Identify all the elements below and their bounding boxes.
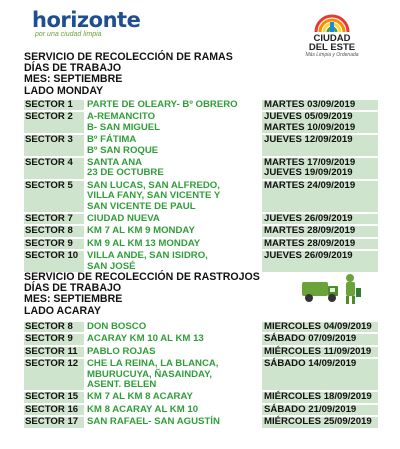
rastrojos-schedule-table [24,322,378,430]
date-cell [262,334,378,344]
date-line: JUEVES 19/09/2019 [264,167,353,179]
place-line: PABLO ROJAS [87,345,156,357]
sector-cell: SECTOR 9 [24,239,84,249]
sector-cell: SECTOR 8 [24,226,84,236]
place-line: Bº SAN ROQUE [87,144,159,156]
date-line: JUEVES 12/09/2019 [264,134,353,146]
place-line: VILLA FANY, SAN VICENTE Y [87,190,221,202]
date-line [264,146,376,156]
date-cell [262,347,378,357]
date-cell [262,322,378,332]
date-cell [262,417,378,427]
date-cell [262,405,378,415]
place-cell [85,135,261,156]
date-cell [262,112,378,133]
place-cell [85,405,261,415]
sector-cell: SECTOR 12 [24,359,84,390]
date-line [264,262,376,272]
place-cell [85,347,261,357]
place-cell [85,417,261,427]
place-cell [85,214,261,224]
place-line: SAN VICENTE DE PAUL [87,200,196,212]
place-cell [85,322,261,332]
place-line: DON BOSCO [87,321,147,332]
place-line: ASENT. BELEN [87,379,157,391]
ramas-schedule-table [24,100,378,274]
date-line: JUEVES 26/09/2019 [264,213,353,225]
date-line: MIERCOLES 04/09/2019 [264,321,372,332]
date-cell [262,214,378,224]
date-line: JUEVES 26/09/2019 [264,250,353,262]
date-line: MIÉRCOLES 11/09/2019 [264,345,372,357]
date-line: MARTES 24/09/2019 [264,179,356,191]
brand-name: horizonte [32,8,141,32]
ramas-title-line: DÍAS DE TRABAJO [24,62,122,75]
garbage-truck-icon [300,272,364,306]
place-cell [85,392,261,402]
date-line [264,380,376,390]
place-line: ACARAY KM 10 AL KM 13 [87,333,204,345]
place-line: KM 9 AL KM 13 MONDAY [87,237,201,249]
sector-cell: SECTOR 3 [24,135,84,156]
ciudad-del-este-emblem-icon [312,4,352,34]
rastrojos-title-line: DÍAS DE TRABAJO [24,282,122,295]
place-cell [85,112,261,133]
table-row [24,158,378,181]
place-cell [85,359,261,390]
date-cell [262,251,378,272]
place-line: PARTE DE OLEARY- Bº OBRERO [87,99,238,110]
place-line: VILLA ANDE, SAN ISIDRO, [87,250,208,262]
place-cell [85,239,261,249]
sector-cell: SECTOR 4 [24,158,84,179]
place-line: A-REMANCITO [87,111,156,123]
place-line: CIUDAD NUEVA [87,213,160,225]
table-row [24,135,378,158]
date-line: MARTES 17/09/2019 [264,157,356,169]
place-cell [85,251,261,272]
rastrojos-title [24,272,260,317]
sector-cell: SECTOR 5 [24,181,84,212]
date-line: MARTES 28/09/2019 [264,237,356,249]
date-line: MARTES 28/09/2019 [264,225,356,237]
place-cell [85,181,261,212]
ramas-title-line: LADO MONDAY [24,84,104,97]
rastrojos-title-line: SERVICIO DE RECOLECCIÓN DE RASTROJOS [24,271,260,283]
logo-line2: DEL ESTE [308,42,356,53]
place-line: KM 7 AL KM 9 MONDAY [87,225,195,237]
place-cell [85,158,261,179]
date-line: MARTES 03/09/2019 [264,99,356,110]
sector-cell: SECTOR 2 [24,112,84,133]
date-cell [262,181,378,212]
date-cell [262,239,378,249]
table-row [24,417,378,429]
sector-cell: SECTOR 7 [24,214,84,224]
sector-cell: SECTOR 9 [24,334,84,344]
place-cell [85,100,261,110]
date-line [264,370,376,380]
table-row [24,334,378,346]
rastrojos-title-line: LADO ACARAY [24,304,101,317]
place-line: SAN LUCAS, SAN ALFREDO, [87,179,220,191]
date-line: SÁBADO 07/09/2019 [264,333,357,345]
table-row [24,112,378,135]
table-row [24,181,378,214]
place-line: Bº FÁTIMA [87,134,137,146]
date-cell [262,158,378,179]
ciudad-del-este-logo [300,4,364,66]
place-line: SANTA ANA [87,157,143,169]
place-line: CHE LA REINA, LA BLANCA, [87,358,219,370]
sector-cell: SECTOR 10 [24,251,84,272]
ramas-title [24,52,233,97]
date-cell [262,100,378,110]
date-cell [262,359,378,390]
rastrojos-title-line: MES: SEPTIEMBRE [24,293,123,306]
place-line: KM 8 ACARAY AL KM 10 [87,403,199,415]
date-line: MIÉRCOLES 18/09/2019 [264,391,372,403]
brand-tagline: por una ciudad limpia [35,31,102,38]
date-line: MARTES 10/09/2019 [264,121,356,133]
place-line: MBURUCUYA, ÑASAINDAY, [87,368,213,380]
place-cell [85,226,261,236]
ramas-title-line: SERVICIO DE RECOLECCIÓN DE RAMAS [24,51,233,63]
table-row [24,392,378,404]
sector-cell: SECTOR 17 [24,417,84,427]
place-cell [85,334,261,344]
sector-cell: SECTOR 1 [24,100,84,110]
place-line: SAN RAFAEL- SAN AGUSTÍN [87,416,220,428]
table-row [24,226,378,238]
sector-cell: SECTOR 16 [24,405,84,415]
sector-cell: SECTOR 8 [24,322,84,332]
date-line [264,191,376,201]
sector-cell: SECTOR 15 [24,392,84,402]
place-line: KM 7 AL KM 8 ACARAY [87,391,193,403]
logo-slogan: Más Limpia y Ordenada [305,52,359,58]
date-line [264,202,376,212]
date-line: SÁBADO 14/09/2019 [264,358,357,370]
date-line: MIÉRCOLES 25/09/2019 [264,416,372,428]
table-row [24,359,378,392]
logo-line1: CIUDAD [313,33,351,44]
place-line: SAN JOSÉ [87,260,136,272]
date-cell [262,392,378,402]
ramas-title-line: MES: SEPTIEMBRE [24,73,123,86]
horizonte-logo [32,9,140,39]
sector-cell: SECTOR 11 [24,347,84,357]
place-line: 23 DE OCTUBRE [87,167,164,179]
place-line: B- SAN MIGUEL [87,121,161,133]
date-line: SÁBADO 21/09/2019 [264,403,357,415]
date-cell [262,226,378,236]
date-cell [262,135,378,156]
date-line: JUEVES 05/09/2019 [264,111,353,123]
